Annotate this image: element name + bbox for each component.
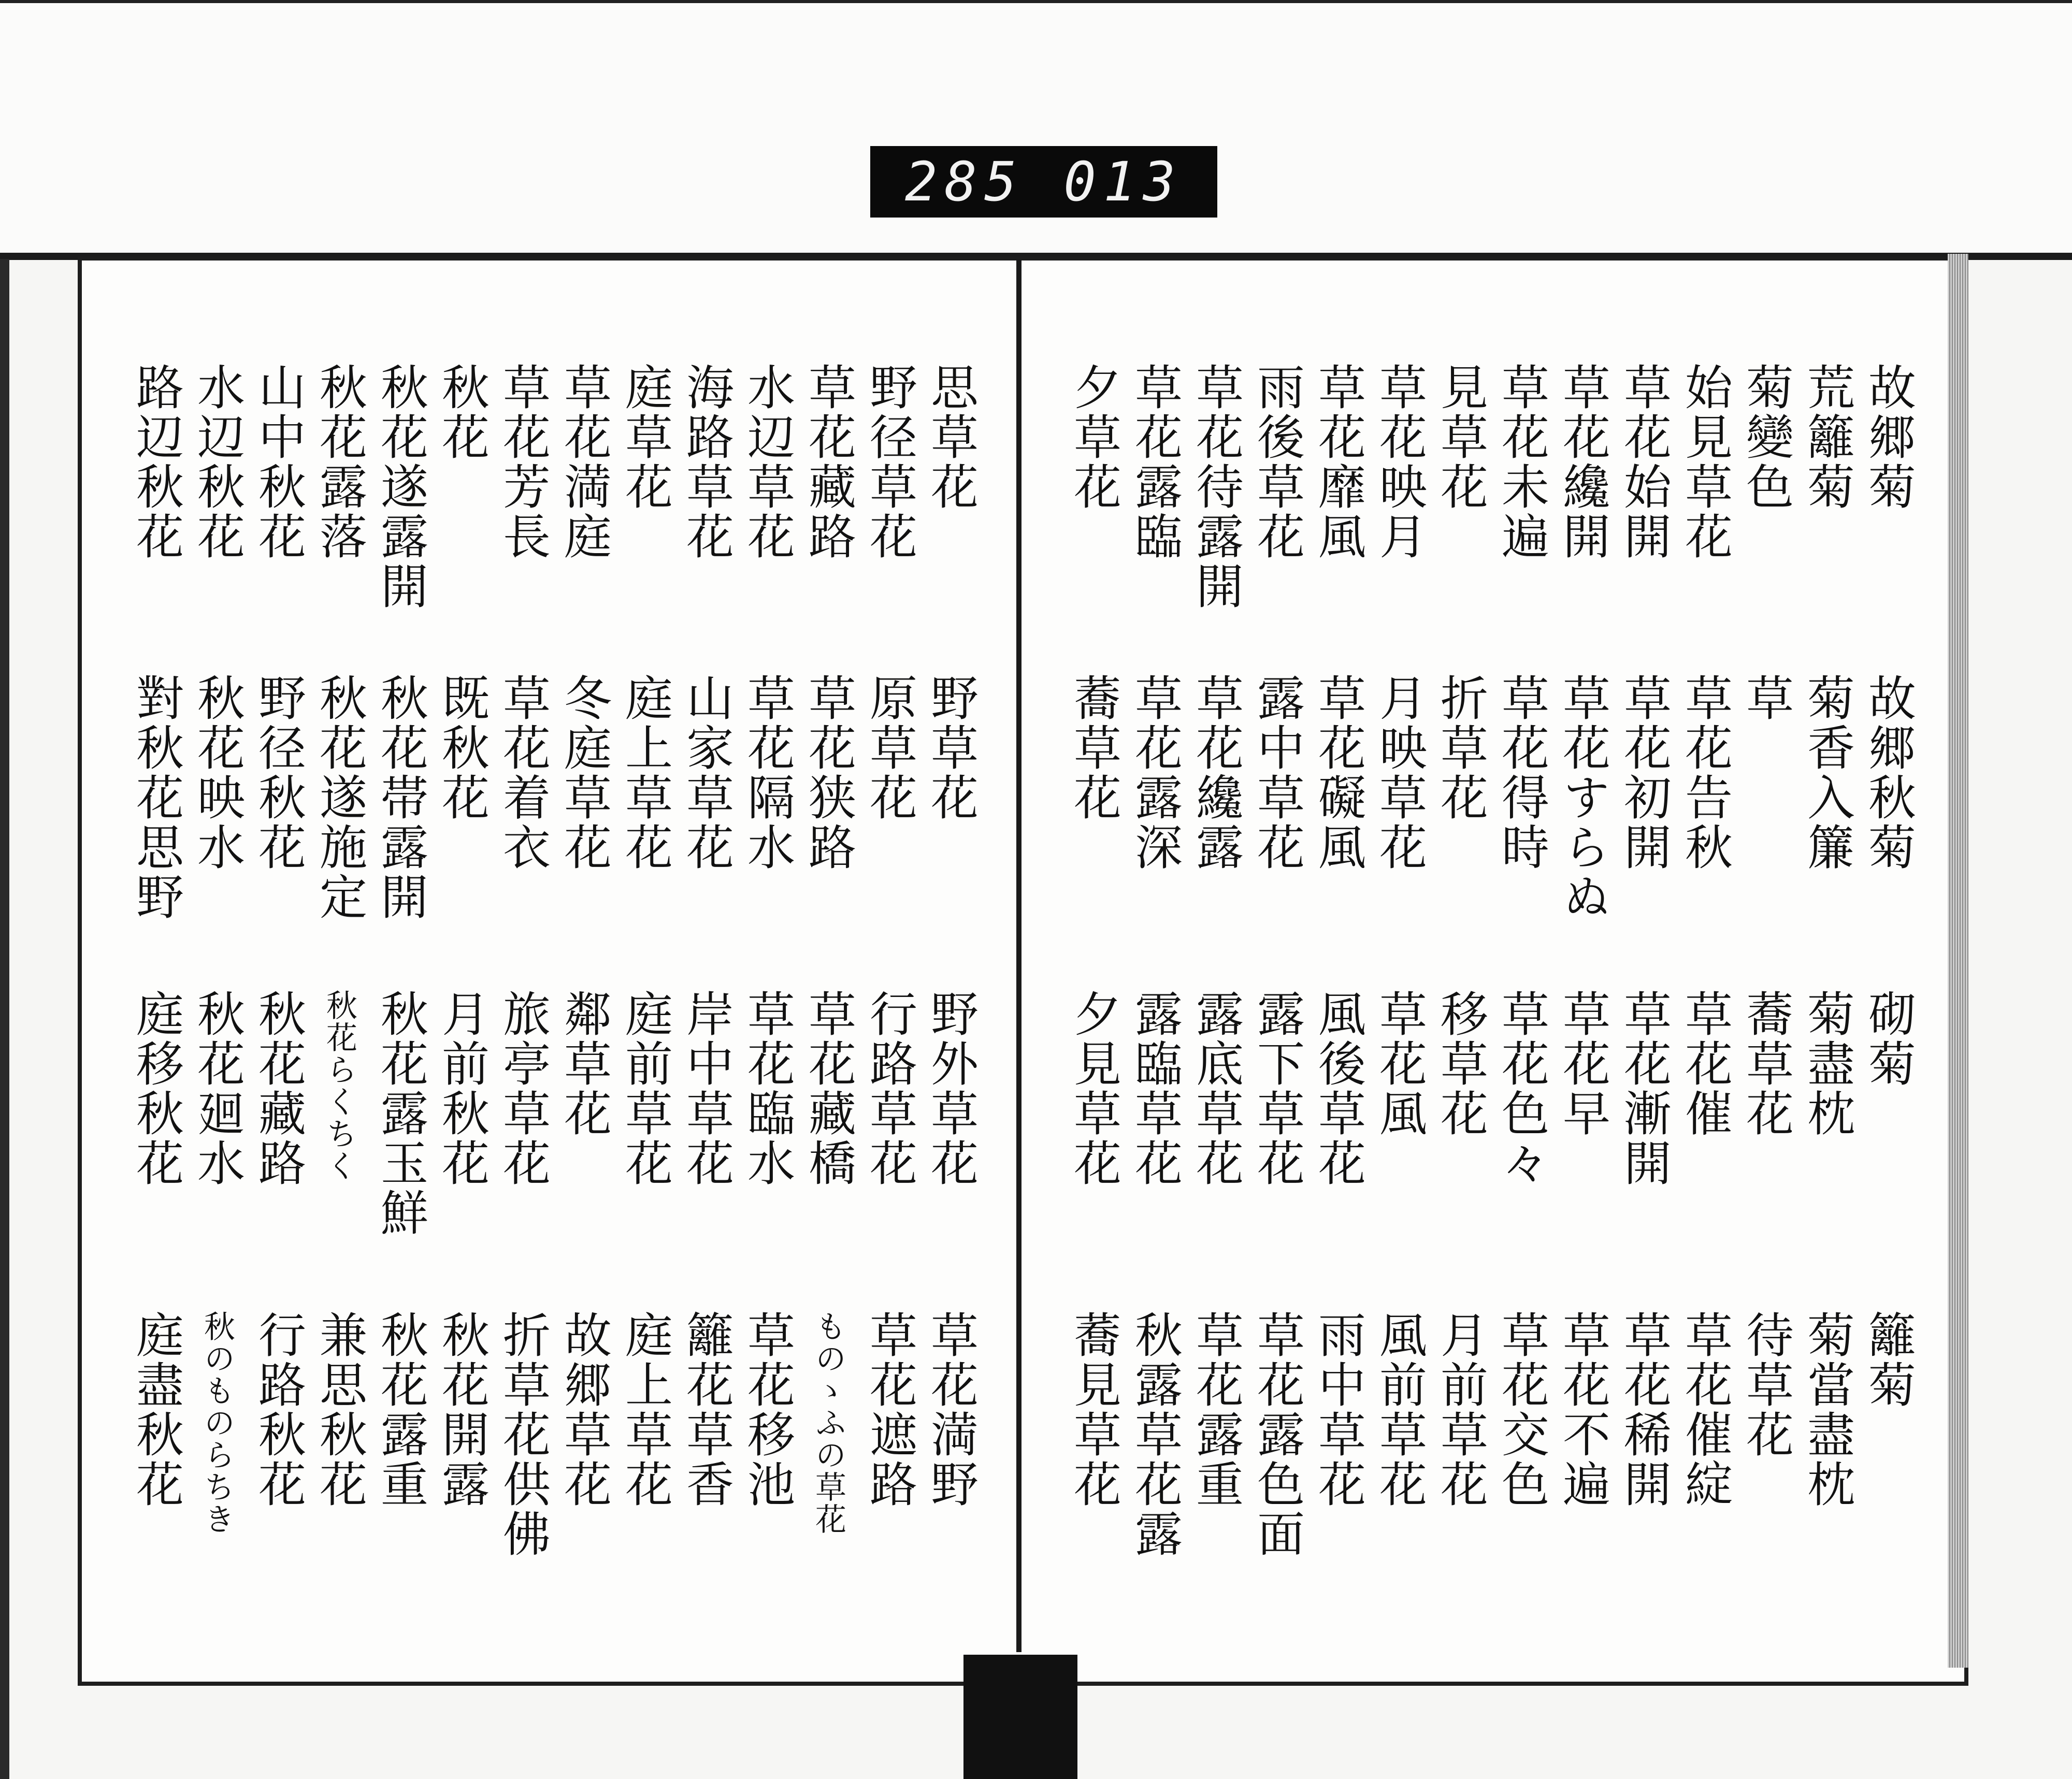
- poem-topic-entry: 秋花: [434, 363, 490, 462]
- poem-topic-entry: 草花露臨: [1127, 363, 1183, 561]
- poem-topic-entry: 思草花: [923, 363, 979, 512]
- poem-topic-entry: 荒籬菊: [1800, 363, 1855, 512]
- poem-topic-entry: 草花露深: [1127, 673, 1183, 872]
- poem-topic-entry: 行路草花: [862, 989, 917, 1188]
- poem-topic-entry: 草花告秋: [1677, 673, 1733, 872]
- text-column: [678, 363, 735, 1554]
- text-column: [1248, 363, 1305, 1559]
- poem-topic-entry: 待草花: [1738, 1310, 1794, 1459]
- poem-topic-entry: 路辺秋花: [128, 363, 184, 561]
- poem-topic-entry: 草花芳長: [495, 363, 551, 561]
- text-column: [1371, 363, 1428, 1554]
- binding-tab: [963, 1655, 1077, 1779]
- poem-topic-entry: 菊變色: [1738, 363, 1794, 512]
- scan-left-edge: [0, 259, 9, 1779]
- text-column: [922, 363, 979, 1554]
- poem-topic-entry: 草花漸開: [1616, 989, 1672, 1188]
- book-gutter: [1016, 259, 1021, 1652]
- poem-topic-entry: 野径草花: [862, 363, 917, 561]
- poem-topic-entry: 鄰草花: [556, 989, 612, 1138]
- text-column: [494, 363, 551, 1559]
- poem-topic-entry: 折草花: [1433, 673, 1488, 822]
- poem-topic-entry: 山中秋花: [251, 363, 306, 561]
- text-column: [1126, 363, 1183, 1559]
- poem-topic-entry: 夕草花: [1066, 363, 1121, 512]
- poem-topic-entry: 草花早: [1555, 989, 1610, 1138]
- poem-topic-entry: 故郷秋菊: [1861, 673, 1916, 872]
- poem-topic-entry: 兼思秋花: [312, 1310, 367, 1509]
- text-column: [127, 363, 184, 1554]
- poem-topic-entry: 秋花露重: [373, 1310, 428, 1509]
- poem-topic-entry: 菊盡枕: [1800, 989, 1855, 1138]
- poem-topic-entry: 雨中草花: [1311, 1310, 1366, 1509]
- text-column: [1860, 363, 1917, 1554]
- poem-topic-entry: 原草花: [862, 673, 917, 822]
- poem-topic-entry: 草花遮路: [862, 1310, 917, 1509]
- poem-topic-entry: 秋花露落: [312, 363, 367, 561]
- poem-topic-entry: 秋花遂露開: [373, 363, 428, 611]
- poem-topic-entry: 籬菊: [1861, 1310, 1916, 1410]
- poem-topic-entry: 露臨草花: [1127, 989, 1183, 1188]
- text-column: [189, 363, 246, 1554]
- poem-topic-entry: 山家草花: [679, 673, 734, 872]
- poem-topic-entry: ものゝふの草花: [810, 1310, 846, 1535]
- poem-topic-entry: 草花狭路: [801, 673, 856, 872]
- poem-topic-entry: 草花得時: [1494, 673, 1549, 872]
- poem-topic-entry: 海路草花: [679, 363, 734, 561]
- text-column: [372, 363, 429, 1554]
- poem-topic-entry: 草花臨水: [740, 989, 795, 1188]
- poem-topic-entry: 草花催綻: [1677, 1310, 1733, 1509]
- poem-topic-entry: 見草花: [1433, 363, 1488, 512]
- poem-topic-entry: 故郷菊: [1861, 363, 1916, 512]
- poem-topic-entry: 夕見草花: [1066, 989, 1121, 1188]
- poem-topic-entry: 野径秋花: [251, 673, 306, 872]
- poem-topic-entry: 露底草花: [1188, 989, 1244, 1188]
- text-column: [1676, 363, 1733, 1554]
- poem-topic-entry: 故郷草花: [556, 1310, 612, 1509]
- poem-topic-entry: 岸中草花: [679, 989, 734, 1188]
- poem-topic-entry: 草花催: [1677, 989, 1733, 1138]
- poem-topic-entry: 草花満野: [923, 1310, 979, 1509]
- poem-topic-entry: 草花稀開: [1616, 1310, 1672, 1509]
- poem-topic-entry: 庭草花: [617, 363, 673, 512]
- poem-topic-entry: 庭移秋花: [128, 989, 184, 1188]
- poem-topic-entry: 秋花映水: [190, 673, 245, 872]
- text-column: [1737, 363, 1794, 1554]
- poem-topic-entry: 庭上草花: [617, 673, 673, 872]
- text-column: [1310, 363, 1366, 1554]
- poem-topic-entry: 風後草花: [1311, 989, 1366, 1188]
- poem-topic-entry: 草花すらぬ: [1555, 673, 1610, 922]
- text-column: [739, 363, 796, 1554]
- poem-topic-entry: 野草花: [923, 673, 979, 822]
- poem-topic-entry: 草花交色: [1494, 1310, 1549, 1509]
- book-fore-edge: [1948, 254, 1968, 1668]
- poem-topic-entry: 草花纔開: [1555, 363, 1610, 561]
- poem-topic-entry: 草花待露開: [1188, 363, 1244, 611]
- poem-topic-entry: 月前草花: [1433, 1310, 1488, 1509]
- poem-topic-entry: 庭盡秋花: [128, 1310, 184, 1509]
- poem-topic-entry: 草花着衣: [495, 673, 551, 872]
- poem-topic-entry: 草花映月: [1372, 363, 1427, 561]
- poem-topic-entry: 秋花廻水: [190, 989, 245, 1188]
- poem-topic-entry: 草花移池: [740, 1310, 795, 1509]
- text-column: [1493, 363, 1550, 1554]
- text-column: [1615, 363, 1672, 1554]
- poem-topic-entry: 露中草花: [1249, 673, 1305, 872]
- poem-topic-entry: 蕎草花: [1738, 989, 1794, 1138]
- poem-topic-entry: 菊香入簾: [1800, 673, 1855, 872]
- poem-topic-entry: 月映草花: [1372, 673, 1427, 872]
- text-column: [861, 363, 918, 1554]
- poem-topic-entry: 始見草花: [1677, 363, 1733, 561]
- poem-topic-entry: 草花未遍: [1494, 363, 1549, 561]
- text-column: [433, 363, 490, 1554]
- poem-topic-entry: 雨後草花: [1249, 363, 1305, 561]
- text-column: [1187, 363, 1244, 1554]
- poem-topic-entry: 草花藏橋: [801, 989, 856, 1188]
- poem-topic-entry: 草花礙風: [1311, 673, 1366, 872]
- poem-topic-entry: 庭前草花: [617, 989, 673, 1188]
- poem-topic-entry: 水辺秋花: [190, 363, 245, 561]
- poem-topic-entry: 折草花供佛: [495, 1310, 551, 1559]
- poem-topic-entry: 草花風: [1372, 989, 1427, 1138]
- poem-topic-entry: 秋花帯露開: [373, 673, 428, 922]
- poem-topic-entry: 移草花: [1433, 989, 1488, 1138]
- poem-topic-entry: 砌菊: [1861, 989, 1916, 1089]
- poem-topic-entry: 草花不遍: [1555, 1310, 1610, 1509]
- poem-topic-entry: 草花初開: [1616, 673, 1672, 872]
- poem-topic-entry: 草花色々: [1494, 989, 1549, 1188]
- poem-topic-entry: 草花纔露: [1188, 673, 1244, 872]
- poem-topic-entry: 月前秋花: [434, 989, 490, 1188]
- poem-topic-entry: 籬花草香: [679, 1310, 734, 1509]
- poem-topic-entry: 草花露重: [1188, 1310, 1244, 1509]
- text-column: [1432, 363, 1489, 1554]
- right-page: [1046, 363, 1927, 1559]
- poem-topic-entry: 草花靡風: [1311, 363, 1366, 561]
- poem-topic-entry: 行路秋花: [251, 1310, 306, 1509]
- poem-topic-entry: 蕎見草花: [1066, 1310, 1121, 1509]
- poem-topic-entry: 風前草花: [1372, 1310, 1427, 1509]
- text-column: [555, 363, 612, 1554]
- scan-top-border: [0, 0, 2072, 3]
- poem-topic-entry: 秋花開露: [434, 1310, 490, 1509]
- poem-topic-entry: 菊當盡枕: [1800, 1310, 1855, 1509]
- left-page: [114, 363, 989, 1559]
- poem-topic-entry: 水辺草花: [740, 363, 795, 561]
- poem-topic-entry: 秋露草花露: [1127, 1310, 1183, 1559]
- poem-topic-entry: 草花露色面: [1249, 1310, 1305, 1559]
- poem-topic-entry: 野外草花: [923, 989, 979, 1188]
- text-column: [1798, 363, 1855, 1554]
- text-column: [311, 363, 368, 1554]
- poem-topic-entry: 露下草花: [1249, 989, 1305, 1188]
- poem-topic-entry: 秋花露玉鮮: [373, 989, 428, 1238]
- text-column: [1065, 363, 1122, 1554]
- poem-topic-entry: 冬庭草花: [556, 673, 612, 872]
- poem-topic-entry: 草花満庭: [556, 363, 612, 561]
- poem-topic-entry: 秋花らくちく: [321, 989, 357, 1182]
- poem-topic-entry: 既秋花: [434, 673, 490, 822]
- poem-topic-entry: 蕎草花: [1066, 673, 1121, 822]
- poem-topic-entry: 秋花藏路: [251, 989, 306, 1188]
- poem-topic-entry: 秋花遂施定: [312, 673, 367, 922]
- poem-topic-entry: 旅亭草花: [495, 989, 551, 1188]
- text-column: [800, 363, 857, 1554]
- poem-topic-entry: 庭上草花: [617, 1310, 673, 1509]
- text-column: [616, 363, 673, 1554]
- poem-topic-entry: 秋のものらちき: [199, 1310, 235, 1535]
- poem-topic-entry: 草花藏路: [801, 363, 856, 561]
- text-column: [250, 363, 307, 1554]
- poem-topic-entry: 草花始開: [1616, 363, 1672, 561]
- film-frame-label: 285 013: [870, 146, 1217, 218]
- poem-topic-entry: 草花隔水: [740, 673, 795, 872]
- text-column: [1554, 363, 1611, 1554]
- poem-topic-entry: 對秋花思野: [128, 673, 184, 922]
- poem-topic-entry: 草: [1738, 673, 1794, 723]
